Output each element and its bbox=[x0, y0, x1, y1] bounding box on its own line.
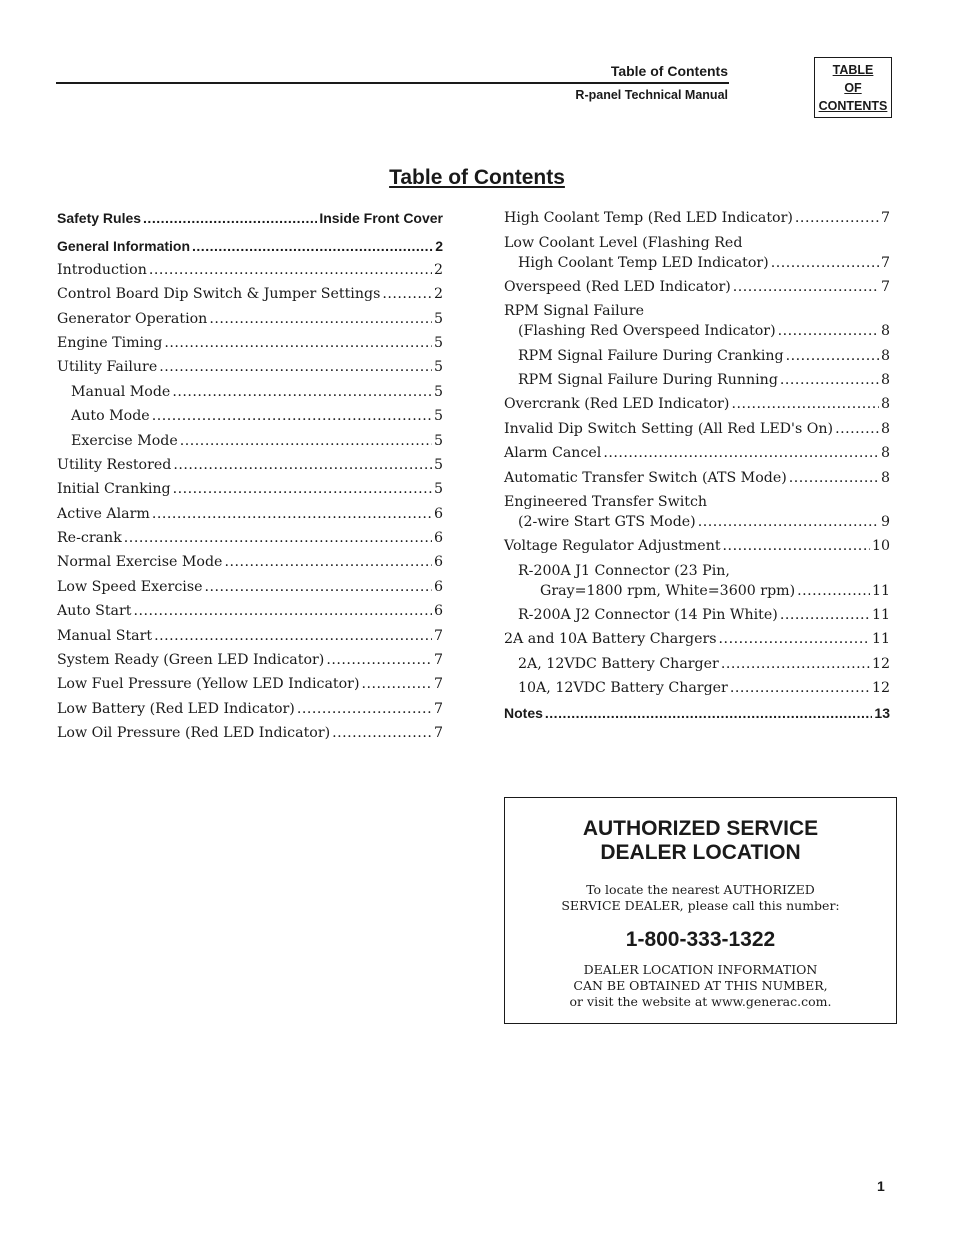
toc-entry[interactable] bbox=[57, 648, 443, 672]
toc-entry-page: 13 bbox=[874, 704, 890, 721]
toc-entry[interactable] bbox=[57, 526, 443, 550]
dot-leader bbox=[780, 370, 879, 390]
toc-entry-page: 8 bbox=[880, 420, 890, 437]
toc-entry[interactable] bbox=[504, 344, 890, 368]
dot-leader bbox=[180, 431, 432, 451]
toc-entry-title: Alarm Cancel bbox=[504, 445, 602, 462]
toc-entry[interactable] bbox=[57, 428, 443, 452]
toc-entry-page: 7 bbox=[433, 676, 443, 693]
dealer-info-2: CAN BE OBTAINED AT THIS NUMBER, bbox=[573, 978, 828, 993]
dot-leader bbox=[143, 208, 317, 228]
dot-leader bbox=[545, 703, 873, 723]
toc-entry-title: Low Fuel Pressure (Yellow LED Indicator) bbox=[57, 676, 360, 693]
dot-leader bbox=[733, 277, 879, 297]
toc-entry-page: 5 bbox=[433, 310, 443, 327]
toc-entry-title: Notes bbox=[504, 704, 543, 721]
toc-entry-title: Generator Operation bbox=[57, 310, 208, 327]
toc-entry-title: Voltage Regulator Adjustment bbox=[504, 538, 721, 555]
dot-leader bbox=[152, 504, 432, 524]
dot-leader bbox=[152, 406, 432, 426]
toc-entry-page: 7 bbox=[880, 210, 890, 227]
toc-entry-page: 6 bbox=[433, 505, 443, 522]
toc-entry[interactable] bbox=[57, 233, 443, 257]
toc-entry-title: 2A and 10A Battery Chargers bbox=[504, 631, 717, 648]
toc-entry-page: 7 bbox=[433, 651, 443, 668]
toc-entry-title: System Ready (Green LED Indicator) bbox=[57, 651, 325, 668]
dealer-heading-2: DEALER LOCATION bbox=[600, 841, 801, 864]
dot-leader bbox=[721, 654, 870, 674]
dealer-intro-1: To locate the nearest AUTHORIZED bbox=[586, 882, 815, 897]
toc-entry[interactable] bbox=[504, 368, 890, 392]
page-title: Table of Contents bbox=[389, 166, 565, 189]
dot-leader bbox=[205, 577, 432, 597]
toc-entry[interactable] bbox=[57, 453, 443, 477]
toc-entry[interactable] bbox=[57, 206, 443, 230]
dot-leader bbox=[731, 394, 879, 414]
tab-line-1: TABLE bbox=[832, 62, 874, 77]
toc-entry-page: 7 bbox=[433, 627, 443, 644]
toc-entry-page: 6 bbox=[433, 578, 443, 595]
dot-leader bbox=[154, 626, 432, 646]
dot-leader bbox=[797, 581, 870, 601]
dot-leader bbox=[173, 479, 432, 499]
toc-entry[interactable] bbox=[504, 417, 890, 441]
toc-entry[interactable] bbox=[57, 672, 443, 696]
toc-entry-title: R-200A J2 Connector (14 Pin White) bbox=[518, 607, 778, 624]
toc-entry-first-line: Engineered Transfer Switch bbox=[504, 493, 708, 510]
toc-entry[interactable] bbox=[504, 253, 890, 275]
dot-leader bbox=[719, 629, 870, 649]
dot-leader bbox=[326, 650, 432, 670]
toc-entry-page: 2 bbox=[435, 237, 443, 254]
toc-entry-first-line: R-200A J1 Connector (23 Pin, bbox=[518, 562, 730, 579]
dot-leader bbox=[778, 321, 879, 341]
toc-left-column bbox=[57, 206, 443, 745]
toc-entry-page: 5 bbox=[433, 481, 443, 498]
dot-leader bbox=[835, 419, 879, 439]
dot-leader bbox=[159, 357, 432, 377]
toc-entry-page: 11 bbox=[871, 607, 890, 624]
toc-entry-title: Normal Exercise Mode bbox=[57, 554, 223, 571]
toc-entry-title: Initial Cranking bbox=[57, 481, 171, 498]
toc-entry-title: Exercise Mode bbox=[71, 432, 178, 449]
dot-leader bbox=[332, 723, 432, 743]
dot-leader bbox=[361, 674, 431, 694]
toc-entry[interactable] bbox=[504, 206, 890, 230]
dealer-info-1: DEALER LOCATION INFORMATION bbox=[583, 962, 818, 977]
dot-leader bbox=[382, 284, 432, 304]
dot-leader bbox=[134, 601, 432, 621]
toc-entry-page: 7 bbox=[433, 700, 443, 717]
toc-entry-page: 9 bbox=[880, 513, 890, 530]
toc-entry[interactable] bbox=[57, 331, 443, 355]
toc-entry[interactable] bbox=[504, 441, 890, 465]
header-rule bbox=[56, 82, 729, 84]
dot-leader bbox=[789, 468, 879, 488]
toc-entry-page: Inside Front Cover bbox=[319, 210, 443, 227]
toc-entry[interactable] bbox=[57, 282, 443, 306]
toc-entry-page: 11 bbox=[871, 582, 890, 599]
toc-entry-page: 2 bbox=[433, 286, 443, 303]
toc-entry[interactable] bbox=[57, 477, 443, 501]
toc-entry-page: 5 bbox=[433, 408, 443, 425]
dot-leader bbox=[224, 552, 432, 572]
toc-entry-page: 6 bbox=[433, 530, 443, 547]
toc-entry-page: 6 bbox=[433, 554, 443, 571]
toc-entry[interactable] bbox=[504, 512, 890, 534]
dot-leader bbox=[149, 260, 432, 280]
toc-entry-title: Engine Timing bbox=[57, 335, 163, 352]
toc-entry[interactable] bbox=[504, 676, 890, 700]
toc-entry-title: General Information bbox=[57, 237, 191, 254]
toc-entry-first-line: RPM Signal Failure bbox=[504, 303, 644, 320]
toc-entry-page: 10 bbox=[871, 538, 890, 555]
toc-entry-page: 5 bbox=[433, 456, 443, 473]
toc-entry-page: 5 bbox=[433, 432, 443, 449]
toc-entry[interactable] bbox=[504, 534, 890, 558]
dot-leader bbox=[164, 333, 432, 353]
toc-entry-page: 5 bbox=[433, 359, 443, 376]
toc-entry[interactable] bbox=[504, 465, 890, 489]
toc-entry-page: 12 bbox=[871, 680, 890, 697]
toc-entry[interactable] bbox=[504, 581, 890, 603]
toc-entry-page: 8 bbox=[880, 469, 890, 486]
dot-leader bbox=[209, 309, 432, 329]
dot-leader bbox=[297, 699, 432, 719]
tab-line-3: CONTENTS bbox=[818, 98, 888, 113]
toc-entry-title: Re-crank bbox=[57, 530, 122, 547]
toc-entry-title: Automatic Transfer Switch (ATS Mode) bbox=[504, 469, 787, 486]
toc-entry-title: High Coolant Temp LED Indicator) bbox=[518, 254, 769, 271]
dot-leader bbox=[172, 382, 432, 402]
toc-entry-title: Overspeed (Red LED Indicator) bbox=[504, 278, 731, 295]
toc-entry-page: 8 bbox=[880, 323, 890, 340]
toc-entry-title: Safety Rules bbox=[57, 210, 142, 227]
toc-tab[interactable] bbox=[814, 57, 892, 118]
toc-entry[interactable] bbox=[504, 652, 890, 676]
toc-entry[interactable] bbox=[57, 697, 443, 721]
toc-entry-title: Manual Start bbox=[57, 627, 153, 644]
toc-right-column bbox=[504, 206, 890, 725]
toc-entry-title: RPM Signal Failure During Cranking bbox=[518, 347, 784, 364]
toc-entry-title: Introduction bbox=[57, 261, 147, 278]
toc-entry-page: 8 bbox=[880, 396, 890, 413]
toc-entry-page: 5 bbox=[433, 383, 443, 400]
toc-entry-page: 8 bbox=[880, 347, 890, 364]
toc-entry[interactable] bbox=[57, 502, 443, 526]
toc-entry-title: Utility Failure bbox=[57, 359, 158, 376]
toc-entry-title: Overcrank (Red LED Indicator) bbox=[504, 396, 730, 413]
toc-entry-title: RPM Signal Failure During Running bbox=[518, 372, 778, 389]
toc-entry-first-line: Low Coolant Level (Flashing Red bbox=[504, 234, 743, 251]
toc-entry-title: Utility Restored bbox=[57, 456, 172, 473]
toc-entry[interactable] bbox=[57, 404, 443, 428]
toc-entry-title: Auto Mode bbox=[71, 408, 150, 425]
toc-entry-title: Control Board Dip Switch & Jumper Settings bbox=[57, 286, 381, 303]
dot-leader bbox=[698, 512, 879, 532]
dealer-intro-2: SERVICE DEALER, please call this number: bbox=[561, 898, 840, 913]
toc-entry[interactable] bbox=[57, 380, 443, 404]
toc-entry-title: High Coolant Temp (Red LED Indicator) bbox=[504, 210, 793, 227]
toc-entry[interactable] bbox=[504, 603, 890, 627]
toc-entry-page: 5 bbox=[433, 335, 443, 352]
toc-entry[interactable] bbox=[57, 258, 443, 282]
toc-entry-title: Invalid Dip Switch Setting (All Red LED's On) bbox=[504, 420, 834, 437]
toc-entry[interactable] bbox=[504, 275, 890, 299]
toc-entry-page: 7 bbox=[433, 725, 443, 742]
toc-entry-title: Auto Start bbox=[57, 603, 132, 620]
toc-entry-title: Low Battery (Red LED Indicator) bbox=[57, 700, 295, 717]
toc-entry-title: (Flashing Red Overspeed Indicator) bbox=[518, 323, 776, 340]
toc-entry-title: Gray=1800 rpm, White=3600 rpm) bbox=[540, 582, 796, 599]
toc-entry-title: (2-wire Start GTS Mode) bbox=[518, 513, 696, 530]
dealer-heading-1: AUTHORIZED SERVICE bbox=[582, 817, 819, 840]
dealer-location-box bbox=[504, 797, 897, 1024]
toc-entry-page: 7 bbox=[880, 278, 890, 295]
dot-leader bbox=[786, 346, 879, 366]
toc-entry[interactable] bbox=[57, 355, 443, 379]
dot-leader bbox=[124, 528, 432, 548]
dealer-info-3: or visit the website at www.generac.com. bbox=[569, 994, 832, 1009]
toc-entry[interactable] bbox=[57, 721, 443, 745]
toc-entry[interactable] bbox=[504, 321, 890, 343]
toc-entry[interactable] bbox=[57, 599, 443, 623]
dot-leader bbox=[192, 236, 433, 256]
toc-entry[interactable] bbox=[57, 550, 443, 574]
toc-entry-title: Manual Mode bbox=[71, 383, 171, 400]
tab-line-2: OF bbox=[844, 80, 862, 95]
toc-entry-title: 2A, 12VDC Battery Charger bbox=[518, 655, 719, 672]
toc-entry[interactable] bbox=[57, 575, 443, 599]
toc-entry-title: Low Oil Pressure (Red LED Indicator) bbox=[57, 725, 331, 742]
dot-leader bbox=[603, 443, 879, 463]
toc-entry-page: 11 bbox=[871, 631, 890, 648]
page-number: 1 bbox=[877, 1178, 885, 1194]
toc-entry[interactable] bbox=[57, 307, 443, 331]
toc-entry-title: 10A, 12VDC Battery Charger bbox=[518, 680, 728, 697]
toc-entry-page: 2 bbox=[433, 261, 443, 278]
toc-entry[interactable] bbox=[504, 627, 890, 651]
dealer-phone-number[interactable]: 1-800-333-1322 bbox=[625, 928, 776, 951]
toc-entry[interactable] bbox=[504, 392, 890, 416]
toc-entry-title: Active Alarm bbox=[57, 505, 150, 522]
toc-entry[interactable] bbox=[504, 700, 890, 724]
dot-leader bbox=[723, 536, 870, 556]
toc-entry-page: 8 bbox=[880, 372, 890, 389]
dot-leader bbox=[795, 208, 879, 228]
dot-leader bbox=[173, 455, 432, 475]
toc-entry-page: 8 bbox=[880, 445, 890, 462]
dot-leader bbox=[780, 605, 870, 625]
toc-entry-page: 6 bbox=[433, 603, 443, 620]
header-title: Table of Contents bbox=[610, 63, 728, 79]
toc-entry-title: Low Speed Exercise bbox=[57, 578, 203, 595]
toc-entry-page: 12 bbox=[871, 655, 890, 672]
toc-entry-page: 7 bbox=[880, 254, 890, 271]
dot-leader bbox=[771, 253, 879, 273]
dot-leader bbox=[730, 678, 870, 698]
header-subtitle: R-panel Technical Manual bbox=[575, 88, 728, 102]
toc-entry[interactable] bbox=[57, 623, 443, 647]
